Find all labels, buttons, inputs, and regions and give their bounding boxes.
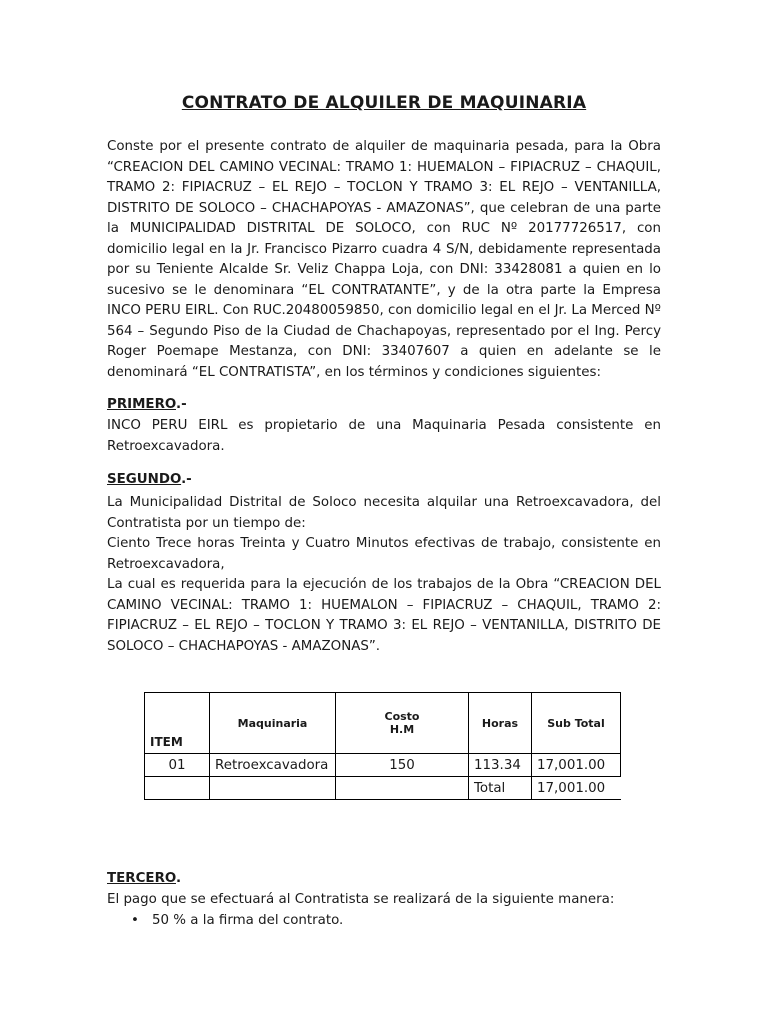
table-row xyxy=(145,754,621,777)
intro-paragraph: Conste por el presente contrato de alquiler de maquinaria pesada, para la Obra “CREACION DEL CAMINO VECINAL: TRAMO 1: HUEMALON – FIPIACRUZ – CHAQUIL, TRAMO 2: FIPIACRUZ – EL REJO – TOCLON Y TRAMO 3: EL REJO – VENTANILLA, DISTRITO DE SOLOCO – CHACHAPOYAS - AMAZONAS”, que celebran de una parte la MUNICIPALIDAD DISTRITAL DE SOLOCO, con RUC Nº 20177726517, con domicilio legal en la Jr. Francisco Pizarro cuadra 4 S/N, debidamente representada por su Teniente Alcalde Sr. Veliz Chappa Loja, con DNI: 33428081 a quien en lo sucesivo se le denominara “EL CONTRATANTE”, y de la otra parte la Empresa INCO PERU EIRL. Con RUC.20480059850, con domicilio legal en el Jr. La Merced Nº 564 – Segundo Piso de la Ciudad de Chachapoyas, representado por el Ing. Percy Roger Poemape Mestanza, con DNI: 33407607 a quien en adelante se le denominará “EL CONTRATISTA”, en los términos y condiciones siguientes: xyxy=(107,139,661,380)
table-header-row xyxy=(145,693,621,754)
cell-subtotal: 17,001.00 xyxy=(532,754,621,777)
cell-costo: 150 xyxy=(336,754,469,777)
section-segundo-title: SEGUNDO xyxy=(107,472,182,487)
header-item: ITEM xyxy=(145,693,210,754)
cell-horas: 113.34 xyxy=(469,754,532,777)
list-item-text: 50 % a la firma del contrato. xyxy=(152,913,344,928)
section-tercero-heading xyxy=(107,871,181,886)
section-segundo-suffix: .- xyxy=(181,472,192,487)
header-costo xyxy=(336,693,469,754)
cost-table xyxy=(144,692,621,800)
section-primero-title: PRIMERO xyxy=(107,397,176,412)
section-tercero-suffix: . xyxy=(175,871,182,886)
section-primero-text: INCO PERU EIRL es propietario de una Maquinaria Pesada consistente en Retroexcavadora. xyxy=(107,418,661,454)
section-primero-suffix: .- xyxy=(175,397,187,412)
document-title: CONTRATO DE ALQUILER DE MAQUINARIA xyxy=(181,93,587,113)
cell-item: 01 xyxy=(145,754,210,777)
section-segundo-heading xyxy=(107,472,192,487)
cell-empty xyxy=(210,777,336,800)
cell-empty xyxy=(145,777,210,800)
section-segundo-paragraph-3: La cual es requerida para la ejecución de los trabajos de la Obra “CREACION DEL CAMINO VECINAL: TRAMO 1: HUEMALON – FIPIACRUZ – CHAQUIL, TRAMO 2: FIPIACRUZ – EL REJO – TOCLON Y TRAMO 3: EL REJO – VENTANILLA, DISTRITO DE SOLOCO – CHACHAPOYAS - AMAZONAS”. xyxy=(107,577,661,654)
cell-maquinaria: Retroexcavadora xyxy=(210,754,336,777)
section-tercero-title: TERCERO xyxy=(107,871,176,886)
total-value: 17,001.00 xyxy=(532,777,621,800)
section-tercero-text: El pago que se efectuará al Contratista se realizará de la siguiente manera: xyxy=(107,892,615,907)
section-primero-heading xyxy=(107,397,187,412)
section-segundo-paragraph-2: Ciento Trece horas Treinta y Cuatro Minutos efectivas de trabajo, consistente en Retroexcavadora, xyxy=(107,536,661,572)
payment-list xyxy=(107,911,343,931)
table-total-row xyxy=(145,777,621,800)
header-costo-line1: Costo xyxy=(384,710,420,723)
header-maquinaria: Maquinaria xyxy=(210,693,336,754)
list-item xyxy=(107,911,343,931)
total-label: Total xyxy=(469,777,532,800)
header-subtotal: Sub Total xyxy=(532,693,621,754)
bullet-icon: • xyxy=(131,913,139,928)
cell-empty xyxy=(336,777,469,800)
header-costo-line2: H.M xyxy=(389,723,415,736)
section-segundo-paragraph-1: La Municipalidad Distrital de Soloco necesita alquilar una Retroexcavadora, del Contratista por un tiempo de: xyxy=(107,495,661,531)
header-horas: Horas xyxy=(469,693,532,754)
